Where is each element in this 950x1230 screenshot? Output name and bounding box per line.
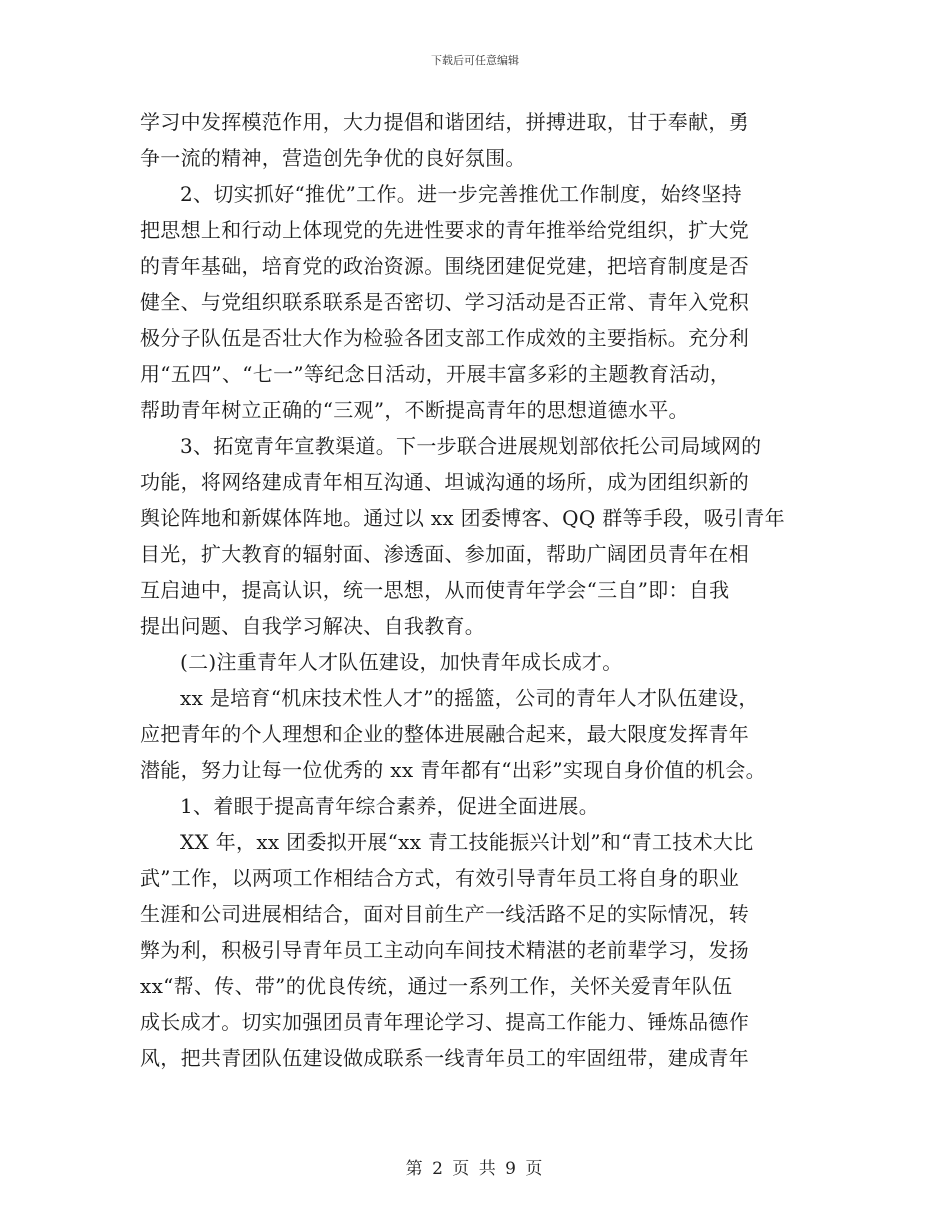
text-line: 应把青年的个人理想和企业的整体进展融合起来，最大限度发挥青年 bbox=[140, 722, 749, 746]
text-line: 极分子队伍是否壮大作为检验各团支部工作成效的主要指标。充分利 bbox=[140, 326, 749, 350]
page-footer: 第 2 页 共 9 页 bbox=[405, 1159, 545, 1179]
text-line: 争一流的精神，营造创先争优的良好氛围。 bbox=[140, 146, 526, 170]
text-line: XX 年，xx 团委拟开展“xx 青工技能振兴计划”和“青工技术大比 bbox=[180, 830, 754, 854]
text-line: xx 是培育“机床技术性人才”的摇篮，公司的青年人才队伍建设， bbox=[180, 686, 759, 710]
text-line: 成长成才。切实加强团员青年理论学习、提高工作能力、锤炼品德作 bbox=[140, 1010, 749, 1034]
text-line: 健全、与党组织联系联系是否密切、学习活动是否正常、青年入党积 bbox=[140, 290, 749, 314]
text-line: 帮助青年树立正确的“三观”，不断提高青年的思想道德水平。 bbox=[140, 398, 689, 422]
text-line: 用“五四”、“七一”等纪念日活动，开展丰富多彩的主题教育活动， bbox=[140, 362, 731, 386]
text-line: 生涯和公司进展相结合，面对目前生产一线活路不足的实际情况，转 bbox=[140, 902, 749, 926]
text-line: 的青年基础，培育党的政治资源。围绕团建促党建，把培育制度是否 bbox=[140, 254, 749, 278]
document-body bbox=[140, 104, 812, 1076]
page-header: 下载后可任意编辑 bbox=[431, 54, 519, 67]
text-line: 1、着眼于提高青年综合素养，促进全面进展。 bbox=[180, 794, 600, 818]
text-line: 3、拓宽青年宣教渠道。下一步联合进展规划部依托公司局域网的 bbox=[180, 434, 762, 458]
text-line: xx“帮、传、带”的优良传统，通过一系列工作，关怀关爱青年队伍 bbox=[140, 974, 733, 998]
text-line: 舆论阵地和新媒体阵地。通过以 xx 团委博客、QQ 群等手段，吸引青年 bbox=[140, 506, 785, 530]
text-line: 潜能，努力让每一位优秀的 xx 青年都有“出彩”实现自身价值的机会。 bbox=[140, 758, 766, 782]
text-line: 功能，将网络建成青年相互沟通、坦诚沟通的场所，成为团组织新的 bbox=[140, 470, 749, 494]
text-line: 把思想上和行动上体现党的先进性要求的青年推举给党组织，扩大党 bbox=[140, 218, 749, 242]
text-line: 互启迪中，提高认识，统一思想，从而使青年学会“三自”即：自我 bbox=[140, 578, 730, 602]
text-line: 弊为利，积极引导青年员工主动向车间技术精湛的老前辈学习，发扬 bbox=[140, 938, 749, 962]
text-line: 学习中发挥模范作用，大力提倡和谐团结，拼搏进取，甘于奉献，勇 bbox=[140, 110, 749, 134]
text-line: (二)注重青年人才队伍建设，加快青年成长成才。 bbox=[180, 650, 623, 674]
text-line: 提出问题、自我学习解决、自我教育。 bbox=[140, 614, 486, 638]
text-line: 武”工作，以两项工作相结合方式，有效引导青年员工将自身的职业 bbox=[140, 866, 740, 890]
text-line: 2、切实抓好“推优”工作。进一步完善推优工作制度，始终坚持 bbox=[180, 182, 742, 206]
text-line: 目光，扩大教育的辐射面、渗透面、参加面，帮助广阔团员青年在相 bbox=[140, 542, 749, 566]
text-line: 风，把共青团队伍建设做成联系一线青年员工的牢固纽带，建成青年 bbox=[140, 1046, 749, 1070]
